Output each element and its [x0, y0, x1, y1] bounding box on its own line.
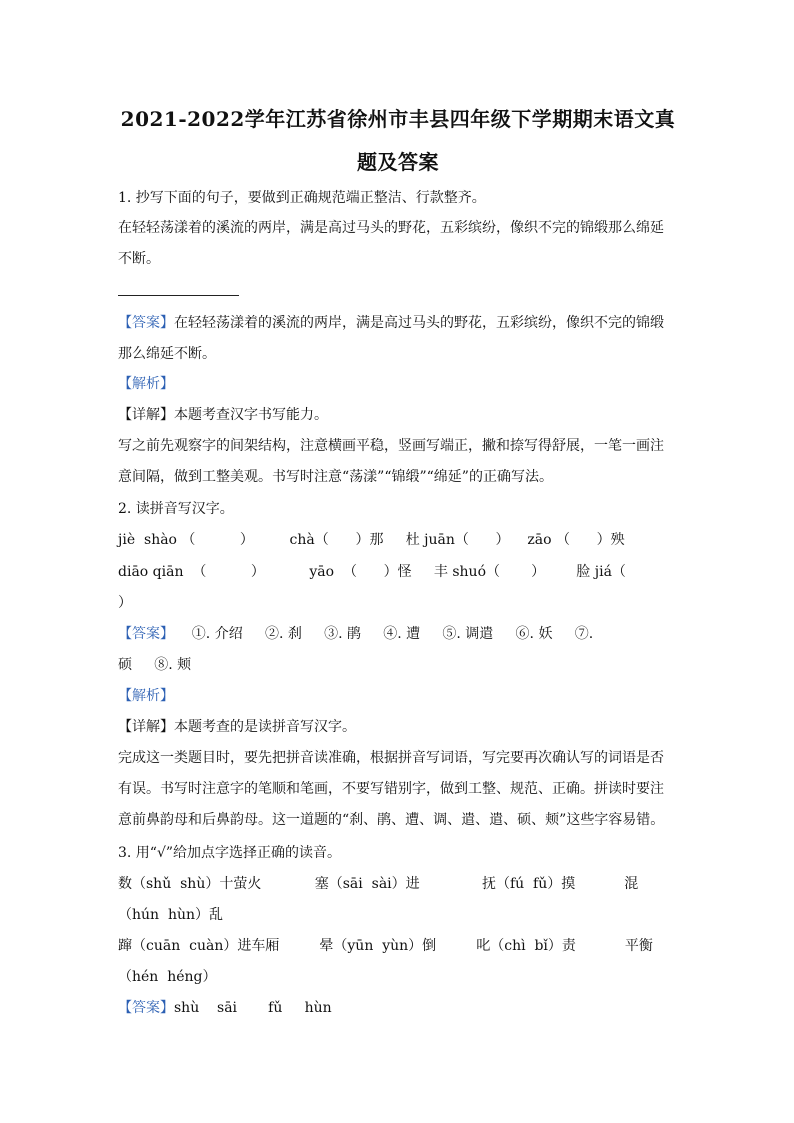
q1-explain-line1: 写之前先观察字的间架结构，注意横画平稳，竖画写端正，撇和捺写得舒展，一笔一画注 — [118, 438, 664, 454]
q3-row2: （hún hùn）乱 — [118, 907, 223, 923]
answer-tag: 【答案】 — [118, 315, 174, 331]
q2-answer-line2: 硕 ⑧. 颊 — [118, 657, 192, 673]
q2-explain-line2: 有误。书写时注意字的笔顺和笔画，不要写错别字，做到工整、规范、正确。拼读时要注 — [118, 781, 664, 797]
q1-detail-text: 本题考查汉字书写能力。 — [174, 407, 328, 423]
detail-tag: 【详解】 — [118, 407, 174, 423]
q1-analysis-tag: 【解析】 — [118, 376, 174, 392]
answer-tag: 【答案】 — [118, 1000, 174, 1016]
q1-detail-line — [118, 404, 328, 424]
q1-prompt: 1. 抄写下面的句子，要做到正确规范端正整洁、行款整齐。 — [118, 190, 486, 206]
q2-answer-text: ①. 介绍 ②. 刹 ③. 鹃 ④. 遭 ⑤. 调遣 ⑥. 妖 ⑦. — [174, 626, 594, 642]
q2-explain-line1: 完成这一类题目时，要先把拼音读准确，根据拼音写词语，写完要再次确认写的词语是否 — [118, 750, 664, 766]
page-title-line2: 题及答案 — [357, 150, 439, 174]
q2-explain-line3: 意前鼻韵母和后鼻韵母。这一道题的“刹、鹃、遭、调、遣、遣、硕、颊”这些字容易错。 — [118, 812, 665, 828]
answer-tag: 【答案】 — [118, 626, 174, 642]
q1-answer-line2: 那么绵延不断。 — [118, 346, 216, 362]
q2-pinyin-row3: ） — [118, 595, 132, 611]
q2-detail-text: 本题考查的是读拼音写汉字。 — [174, 719, 356, 735]
q2-pinyin-row2: diāo qiān （ ） yāo （ ）怪 丰 shuó（ ） 脸 jiá（ — [118, 564, 626, 580]
answer-blank-line — [118, 295, 239, 296]
q3-prompt: 3. 用“√”给加点字选择正确的读音。 — [118, 845, 342, 861]
q3-answer-line — [118, 997, 332, 1017]
q1-answer-line1 — [118, 312, 664, 332]
q1-explain-line2: 意间隔，做到工整美观。书写时注意“荡漾”“锦缎”“绵延”的正确写法。 — [118, 469, 553, 485]
page-title-line1: 2021-2022学年江苏省徐州市丰县四年级下学期期末语文真 — [120, 107, 676, 131]
q1-answer-text: 在轻轻荡漾着的溪流的两岸，满是高过马头的野花，五彩缤纷，像织不完的锦缎 — [174, 315, 664, 331]
q1-sentence-line2: 不断。 — [118, 251, 160, 267]
q1-sentence-line1: 在轻轻荡漾着的溪流的两岸，满是高过马头的野花，五彩缤纷，像织不完的锦缎那么绵延 — [118, 220, 664, 236]
q3-row1: 数（shǔ shù）十萤火 塞（sāi sài）进 抚（fú fǔ）摸 混 — [118, 876, 639, 892]
detail-tag: 【详解】 — [118, 719, 174, 735]
q2-answer-line1 — [118, 623, 593, 643]
q3-answer-text: shù sāi fǔ hùn — [174, 1000, 332, 1016]
q2-prompt: 2. 读拼音写汉字。 — [118, 501, 234, 517]
q2-detail-line — [118, 716, 356, 736]
q3-row4: （hén héng） — [118, 969, 217, 985]
q2-pinyin-row1: jiè shào （ ） chà（ ）那 杜 juān（ ） zāo （ ）殃 — [118, 532, 625, 548]
q2-analysis-tag: 【解析】 — [118, 688, 174, 704]
q3-row3: 蹿（cuān cuàn）进车厢 晕（yūn yùn）倒 叱（chì bǐ）责 平衡 — [118, 938, 653, 954]
